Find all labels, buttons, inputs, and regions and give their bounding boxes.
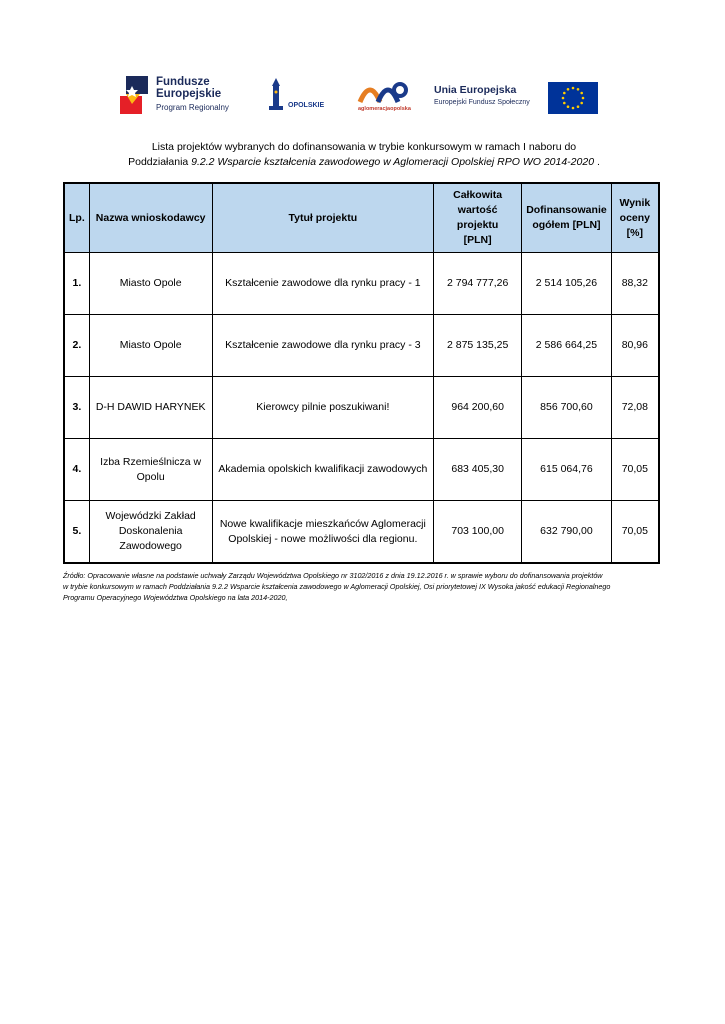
header-funding-b: ogółem [PLN] — [532, 219, 601, 231]
header-funding — [522, 183, 612, 253]
cell-title: Kierowcy pilnie poszukiwani! — [212, 377, 434, 439]
cell-total: 2 794 777,26 — [434, 253, 522, 315]
intro-line2-italic: 9.2.2 Wsparcie kształcenia zawodowego w Aglomeracji Opolskiej RPO WO 2014-2020 — [191, 156, 595, 168]
cell-lp: 2. — [64, 315, 89, 377]
intro-line2-suffix: . — [594, 156, 600, 168]
table-row — [64, 377, 659, 439]
cell-funding: 856 700,60 — [522, 377, 612, 439]
fe-line2: Europejskie — [156, 88, 222, 100]
source-line3: Programu Operacyjnego Województwa Opolskiego na lata 2014-2020, — [63, 593, 288, 602]
cell-score: 88,32 — [611, 253, 659, 315]
header-applicant: Nazwa wnioskodawcy — [89, 183, 212, 253]
intro-text — [70, 140, 658, 170]
table-row — [64, 439, 659, 501]
ue-line2: Europejski Fundusz Społeczny — [434, 99, 530, 106]
aglomeracja-text: aglomeracjaopolska — [358, 106, 411, 112]
logo-bar — [118, 70, 608, 124]
fe-emblem-icon — [118, 74, 152, 118]
fe-line1: Fundusze — [156, 76, 210, 88]
header-score-a: Wynik — [619, 196, 651, 209]
cell-applicant: Izba Rzemieślnicza w Opolu — [89, 439, 212, 501]
cell-total: 703 100,00 — [434, 501, 522, 564]
ue-line1: Unia Europejska — [434, 84, 517, 96]
cell-funding: 2 586 664,25 — [522, 315, 612, 377]
table-row — [64, 253, 659, 315]
table-row — [64, 501, 659, 564]
header-score — [611, 183, 659, 253]
intro-line1: Lista projektów wybranych do dofinansowania w trybie konkursowym w ramach I naboru do — [151, 141, 577, 153]
opolskie-text: OPOLSKIE — [288, 102, 325, 109]
fundusze-europejskie-logo — [118, 74, 248, 120]
header-score-b: oceny — [619, 211, 651, 224]
cell-funding: 632 790,00 — [522, 501, 612, 564]
cell-title: Akademia opolskich kwalifikacji zawodowych — [212, 439, 434, 501]
source-note — [63, 570, 660, 603]
header-total-b: wartość projektu — [456, 204, 499, 231]
cell-title: Kształcenie zawodowe dla rynku pracy - 3 — [212, 315, 434, 377]
header-lp: Lp. — [64, 183, 89, 253]
cell-total: 964 200,60 — [434, 377, 522, 439]
cell-funding: 615 064,76 — [522, 439, 612, 501]
cell-title: Nowe kwalifikacje mieszkańców Aglomeracji Opolskiej - nowe możliwości dla regionu. — [212, 501, 434, 564]
header-total — [434, 183, 522, 253]
cell-total: 683 405,30 — [434, 439, 522, 501]
intro-line2 — [70, 155, 658, 170]
table-header-row — [64, 183, 659, 253]
opolskie-tower-icon — [266, 78, 286, 112]
intro-line2-prefix: Poddziałania — [128, 156, 192, 168]
cell-lp: 5. — [64, 501, 89, 564]
cell-score: 70,05 — [611, 501, 659, 564]
cell-lp: 3. — [64, 377, 89, 439]
cell-applicant: D-H DAWID HARYNEK — [89, 377, 212, 439]
aglomeracja-arcs-icon — [356, 78, 410, 106]
header-total-c: [PLN] — [463, 234, 492, 246]
cell-score: 70,05 — [611, 439, 659, 501]
cell-applicant: Miasto Opole — [89, 253, 212, 315]
header-funding-a: Dofinansowanie — [526, 204, 607, 216]
fe-line3: Program Regionalny — [156, 103, 229, 112]
cell-funding: 2 514 105,26 — [522, 253, 612, 315]
source-line1: Źródło: Opracowanie własne na podstawie uchwały Zarządu Województwa Opolskiego nr 3102/2016 z dnia 19.12.2016 r. w sprawie wyboru do dofinansowania projektów — [63, 571, 603, 580]
cell-total: 2 875 135,25 — [434, 315, 522, 377]
cell-applicant: Miasto Opole — [89, 315, 212, 377]
opolskie-logo — [266, 78, 336, 118]
eu-flag-icon — [548, 82, 598, 114]
cell-lp: 1. — [64, 253, 89, 315]
cell-score: 72,08 — [611, 377, 659, 439]
unia-europejska-logo — [434, 80, 608, 116]
projects-table — [63, 182, 660, 564]
cell-title: Kształcenie zawodowe dla rynku pracy - 1 — [212, 253, 434, 315]
header-total-a: Całkowita — [453, 189, 503, 201]
table-row — [64, 315, 659, 377]
header-title: Tytuł projektu — [212, 183, 434, 253]
cell-applicant: Wojewódzki Zakład Doskonalenia Zawodowego — [89, 501, 212, 564]
source-line2: w trybie konkursowym w ramach Poddziałania 9.2.2 Wsparcie kształcenia zawodowego w Aglomeracji Opolskiej, Osi priorytetowej IX Wysoka jakość edukacji Regionalnego — [63, 582, 611, 591]
header-score-c: [%] — [626, 226, 644, 239]
cell-lp: 4. — [64, 439, 89, 501]
cell-score: 80,96 — [611, 315, 659, 377]
aglomeracja-opolska-logo — [356, 78, 416, 118]
